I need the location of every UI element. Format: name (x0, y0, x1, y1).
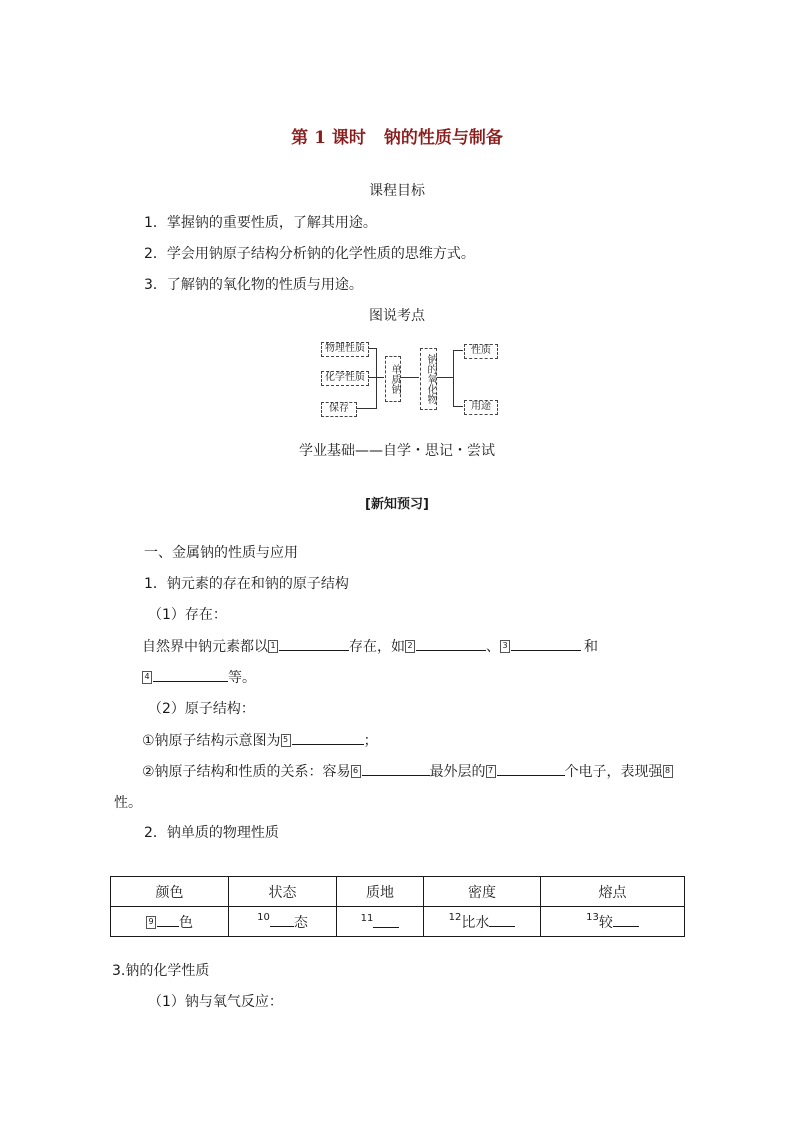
subsection-heading: [新知预习] (365, 497, 429, 512)
blank-number: 1 (268, 640, 278, 653)
blank-number: 5 (281, 734, 291, 747)
physical-property-table (110, 876, 685, 937)
table-cell: $^{12}$比水 (424, 907, 541, 937)
goal-item: 3．了解钠的氧化物的性质与用途。 (144, 277, 363, 293)
table-cell: $^{13}$较 (541, 907, 685, 937)
table-header: 状态 (229, 877, 337, 907)
diagram-box-property: 性质 (464, 344, 498, 359)
answer-blank[interactable] (497, 760, 565, 776)
table-header-row (111, 877, 685, 907)
blank-number: 6 (351, 765, 361, 778)
table-cell (337, 907, 424, 937)
section-heading: 3.钠的化学性质 (112, 963, 210, 979)
section-heading: 1．钠元素的存在和钠的原子结构 (144, 576, 349, 592)
answer-blank[interactable] (373, 912, 399, 928)
blank-number: 2 (405, 640, 415, 653)
section-heading: 一、金属钠的性质与应用 (144, 545, 298, 561)
blank-number: 3 (500, 640, 510, 653)
diagram-box-physical: 物理性质 (321, 342, 369, 357)
fill-line-exist-2: 4 等。 (142, 666, 256, 687)
fill-line-atom-2b: 性。 (114, 795, 142, 811)
goal-item: 2．学会用钠原子结构分析钠的化学性质的思维方式。 (144, 246, 475, 262)
section-banner: 学业基础——自学・思记・尝试 (299, 443, 495, 459)
table-cell: 9 色 (111, 907, 229, 937)
answer-blank[interactable] (292, 729, 364, 745)
sub-label: （1）钠与氧气反应： (148, 994, 283, 1010)
blank-number: 9 (146, 916, 156, 929)
answer-blank[interactable] (157, 911, 179, 927)
table-cell: $^{10}$ 态 (229, 907, 337, 937)
table-header: 质地 (337, 877, 424, 907)
diagram-box-storage: 保存 (321, 402, 357, 417)
blank-number: 10 (257, 912, 270, 923)
fill-line-atom-1: ①钠原子结构示意图为 5 ； (142, 729, 378, 750)
goals-heading: 课程目标 (369, 183, 425, 199)
table-header: 密度 (424, 877, 541, 907)
concept-diagram (318, 338, 498, 422)
blank-number: 4 (142, 671, 152, 684)
table-row (111, 907, 685, 937)
answer-blank[interactable] (416, 635, 486, 651)
answer-blank[interactable] (153, 666, 228, 682)
blank-number: 7 (486, 765, 496, 778)
diagram-box-chemical: 化学性质 (321, 371, 369, 386)
lesson-number: 第 1 课时 (291, 128, 366, 148)
answer-blank[interactable] (279, 635, 349, 651)
diagram-box-usage: 用途 (464, 400, 498, 415)
goal-item: 1．掌握钠的重要性质，了解其用途。 (144, 215, 377, 231)
page-title (0, 123, 794, 148)
blank-number: 11 (360, 912, 374, 924)
sub-label: （2）原子结构： (148, 701, 255, 717)
blank-number: 8 (663, 765, 673, 778)
fill-line-exist: 自然界中钠元素都以 1 存在，如 2 、 3 和 (142, 635, 598, 656)
section-heading: 2．钠单质的物理性质 (144, 825, 279, 841)
diagram-heading: 图说考点 (369, 308, 425, 324)
answer-blank[interactable] (489, 911, 515, 927)
answer-blank[interactable] (613, 911, 639, 927)
diagram-box-oxide: 钠的氧化物 (420, 348, 437, 410)
blank-number: 13 (586, 912, 599, 923)
answer-blank[interactable] (362, 760, 430, 776)
answer-blank[interactable] (270, 911, 294, 927)
table-header: 熔点 (541, 877, 685, 907)
fill-line-atom-2: ②钠原子结构和性质的关系：容易 6 最外层的 7 个电子，表现强 8 (142, 760, 674, 781)
table-header: 颜色 (111, 877, 229, 907)
blank-number: 12 (448, 912, 462, 923)
diagram-box-sodium: 单质钠 (385, 356, 401, 402)
lesson-title: 钠的性质与制备 (383, 128, 503, 148)
answer-blank[interactable] (511, 635, 581, 651)
sub-label: （1）存在： (148, 607, 227, 623)
